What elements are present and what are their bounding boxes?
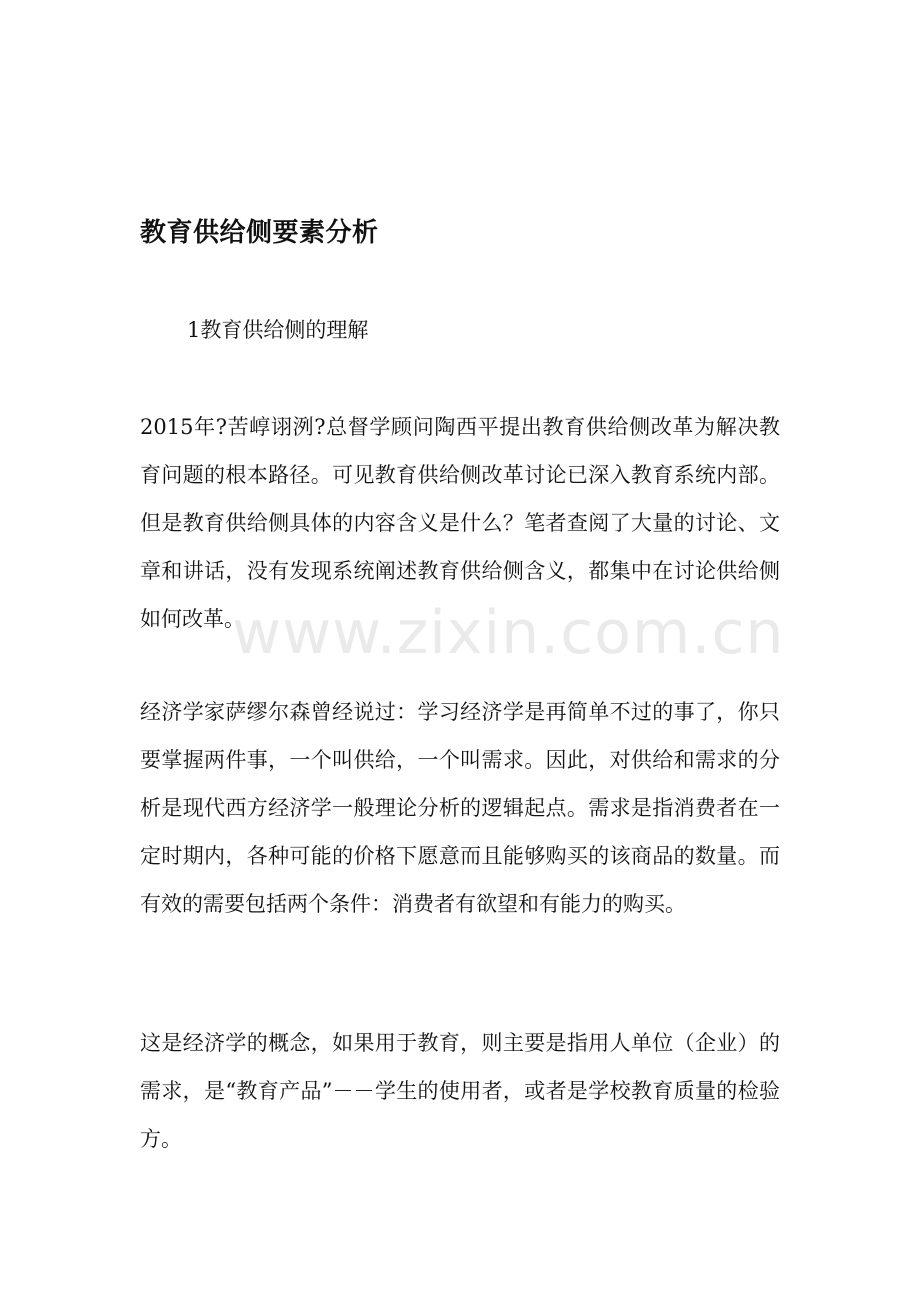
paragraph-3: 这是经济学的概念，如果用于教育，则主要是指用人单位（企业）的需求，是“教育产品”－－学生的使用者，或者是学校教育质量的检验方。: [140, 1031, 780, 1151]
paragraph-1: 2015年?苦崞诩洌?总督学顾问陶西平提出教育供给侧改革为解决教育问题的根本路径。可见教育供给侧改革讨论已深入教育系统内部。但是教育供给侧具体的内容含义是什么？笔者查阅了大量的讨论、文章和讲话，没有发现系统阐述教育供给侧含义，都集中在讨论供给侧如何改革。: [140, 415, 780, 631]
document-title: 教育供给侧要素分析: [140, 218, 379, 248]
watermark: www.zixin.com.cn: [232, 598, 785, 668]
paragraph-2: 经济学家萨缪尔森曾经说过：学习经济学是再简单不过的事了，你只要掌握两件事，一个叫供给，一个叫需求。因此，对供给和需求的分析是现代西方经济学一般理论分析的逻辑起点。需求是指消费者在一定时期内，各种可能的价格下愿意而且能够购买的该商品的数量。而有效的需要包括两个条件：消费者有欲望和有能力的购买。: [140, 700, 780, 916]
section-heading: 1教育供给侧的理解: [187, 318, 369, 342]
